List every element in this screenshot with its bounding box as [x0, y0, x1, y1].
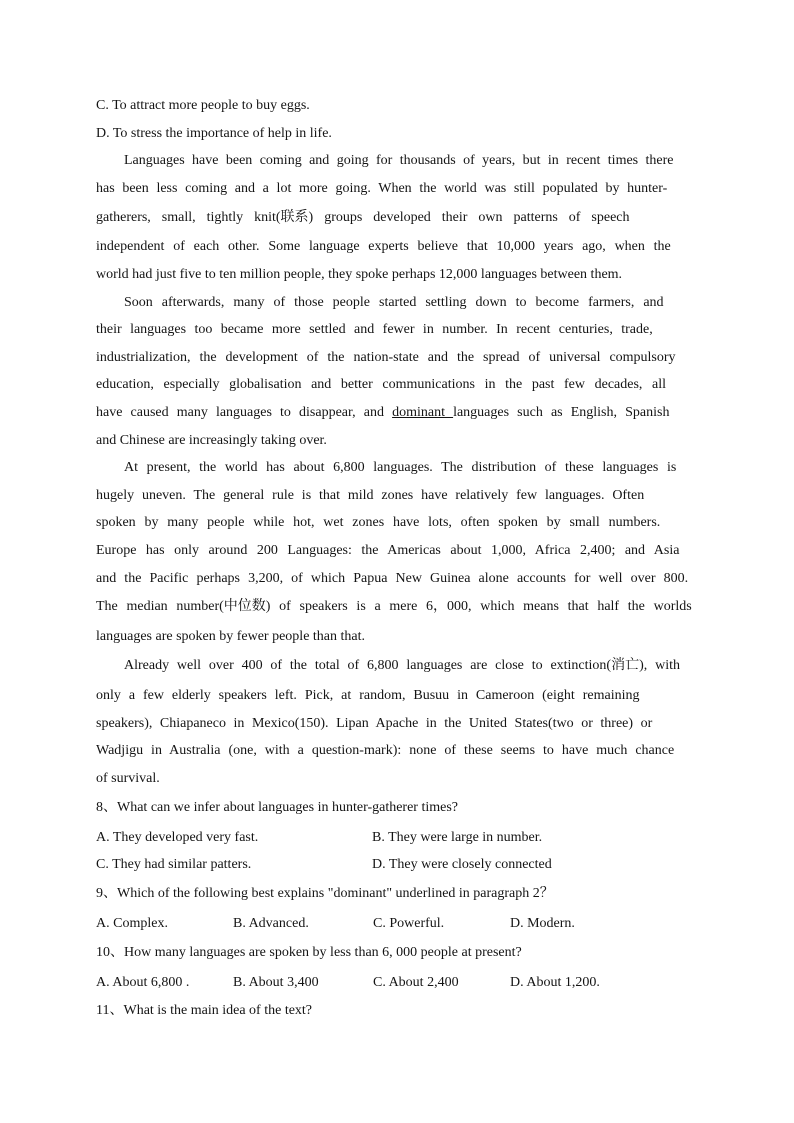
p1-line-4: independent of each other. Some language experts believe that 10,000 years ago, when the [96, 239, 671, 254]
p2-line-5-start: have caused many languages to disappear, and [96, 405, 393, 420]
question-10-stem: 10、How many languages are spoken by less than 6, 000 people at present? [96, 945, 522, 960]
p2-line-6: and Chinese are increasingly taking over. [96, 433, 327, 448]
q10-option-d: D. About 1,200. [510, 975, 600, 990]
q9-option-a: A. Complex. [96, 916, 168, 931]
p1-line-1: Languages have been coming and going for thousands of years, but in recent times there [124, 153, 674, 168]
p3-line-7: languages are spoken by fewer people than that. [96, 629, 366, 644]
q10-option-a: A. About 6,800 . [96, 975, 190, 990]
p3-line-5: and the Pacific perhaps 3,200, of which Papua New Guinea alone accounts for well over 800. [96, 571, 689, 586]
dominant-underlined-word: dominant [392, 405, 454, 420]
p1-line-5: world had just five to ten million people, they spoke perhaps 12,000 languages between them. [96, 267, 623, 282]
p2-line-5-end: languages such as English, Spanish [453, 405, 670, 420]
q9-option-b: B. Advanced. [233, 916, 309, 931]
q9-option-c: C. Powerful. [373, 916, 445, 931]
q8-option-c: C. They had similar patters. [96, 857, 252, 872]
p3-line-4: Europe has only around 200 Languages: the Americas about 1,000, Africa 2,400; and Asia [96, 543, 680, 558]
q10-option-b: B. About 3,400 [233, 975, 319, 990]
p4-line-4: Wadjigu in Australia (one, with a question-mark): none of these seems to have much chance [96, 743, 675, 758]
q10-option-c: C. About 2,400 [373, 975, 459, 990]
p3-line-1: At present, the world has about 6,800 languages. The distribution of these languages is [124, 460, 677, 475]
p1-line-3: gatherers, small, tightly knit(联系) groups developed their own patterns of speech [96, 210, 630, 225]
p4-line-1: Already well over 400 of the total of 6,800 languages are close to extinction(消亡), with [124, 658, 680, 673]
p3-line-6: The median number(中位数) of speakers is a mere 6，000, which means that half the worlds [96, 599, 692, 614]
q8-option-b: B. They were large in number. [372, 830, 543, 845]
question-9-stem: 9、Which of the following best explains "dominant" underlined in paragraph 2？ [96, 886, 554, 901]
prev-option-d: D. To stress the importance of help in life. [96, 126, 332, 141]
p1-line-2: has been less coming and a lot more going. When the world was still populated by hunter- [96, 181, 668, 196]
p2-line-1: Soon afterwards, many of those people started settling down to become farmers, and [124, 295, 664, 310]
q8-option-d: D. They were closely connected [372, 857, 552, 872]
p4-line-2: only a few elderly speakers left. Pick, at random, Busuu in Cameroon (eight remaining [96, 688, 640, 703]
p2-line-2: their languages too became more settled and fewer in number. In recent centuries, trade, [96, 322, 653, 337]
p2-line-5 [96, 403, 669, 423]
p3-line-3: spoken by many people while hot, wet zones have lots, often spoken by small numbers. [96, 515, 661, 530]
p3-line-2: hugely uneven. The general rule is that mild zones have relatively few languages. Often [96, 488, 645, 503]
prev-option-c: C. To attract more people to buy eggs. [96, 98, 310, 113]
q9-option-d: D. Modern. [510, 916, 575, 931]
p4-line-3: speakers), Chiapaneco in Mexico(150). Lipan Apache in the United States(two or three) or [96, 716, 653, 731]
p2-line-4: education, especially globalisation and better communications in the past few decades, all [96, 377, 667, 392]
question-8-stem: 8、What can we infer about languages in hunter-gatherer times? [96, 800, 459, 815]
q8-option-a: A. They developed very fast. [96, 830, 259, 845]
question-11-stem: 11、What is the main idea of the text? [96, 1003, 313, 1018]
p4-line-5: of survival. [96, 771, 160, 786]
p2-line-3: industrialization, the development of the nation-state and the spread of universal compulsory [96, 350, 676, 365]
